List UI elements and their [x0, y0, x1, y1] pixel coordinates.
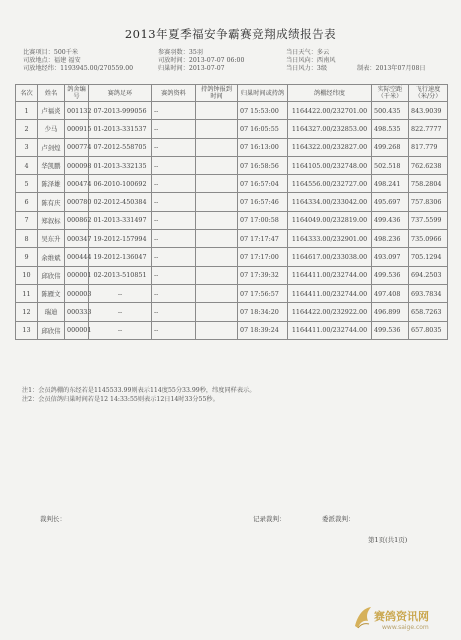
- table-cell: 1164049.00/232819.00: [288, 211, 372, 229]
- table-cell: 郑叙标: [38, 211, 65, 229]
- table-cell: --: [152, 138, 196, 156]
- table-cell: 07 17:56:57: [238, 284, 288, 302]
- judge-signature-label: 裁判长：: [40, 515, 66, 523]
- note-2: 注2：会员信鸽归巢时间若是12 14:33:55则表示12日14时33分55秒。: [22, 395, 219, 403]
- table-cell: 陈泽雄: [38, 175, 65, 193]
- table-body: [16, 102, 448, 340]
- table-cell: 502.518: [372, 156, 409, 174]
- table-cell: 498.236: [372, 230, 409, 248]
- table-cell: 1164422.00/232701.00: [288, 102, 372, 120]
- entries-count: 参赛羽数：35羽: [158, 49, 203, 56]
- table-cell: 8: [16, 230, 38, 248]
- table-cell: 07 15:53:00: [238, 102, 288, 120]
- race-info-block: [23, 47, 443, 77]
- table-cell: 000347: [65, 230, 89, 248]
- table-cell: 000780: [65, 193, 89, 211]
- table-row: [16, 321, 448, 339]
- report-title: 2013年夏季福安争霸赛竞翔成绩报告表: [124, 27, 337, 41]
- table-cell: 000862: [65, 211, 89, 229]
- table-cell: --: [152, 284, 196, 302]
- table-cell: 06-2010-100692: [89, 175, 152, 193]
- table-cell: 陈有庆: [38, 193, 65, 211]
- table-cell: 000098: [65, 156, 89, 174]
- table-cell: 817.779: [409, 138, 448, 156]
- table-cell: 少马: [38, 120, 65, 138]
- table-cell: 07 17:17:00: [238, 248, 288, 266]
- race-distance: 比赛项目：500千米: [23, 49, 79, 56]
- table-cell: 758.2804: [409, 175, 448, 193]
- table-cell: 1164333.00/232901.00: [288, 230, 372, 248]
- table-cell: 658.7263: [409, 303, 448, 321]
- table-cell: 2: [16, 120, 38, 138]
- table-cell: 07-2013-999056: [89, 102, 152, 120]
- table-row: [16, 303, 448, 321]
- table-cell: 000001: [65, 266, 89, 284]
- table-cell: 694.2503: [409, 266, 448, 284]
- table-row: [16, 284, 448, 302]
- table-cell: [196, 193, 238, 211]
- table-row: [16, 248, 448, 266]
- table-cell: 07 16:13:00: [238, 138, 288, 156]
- table-cell: 01-2013-332135: [89, 156, 152, 174]
- table-cell: 1164556.00/232727.00: [288, 175, 372, 193]
- table-cell: --: [152, 193, 196, 211]
- table-row: [16, 138, 448, 156]
- table-cell: 000915: [65, 120, 89, 138]
- table-cell: 07 17:39:32: [238, 266, 288, 284]
- page-number: 第1页(共1页): [368, 536, 408, 544]
- table-cell: 499.268: [372, 138, 409, 156]
- table-cell: 499.436: [372, 211, 409, 229]
- table-row: [16, 102, 448, 120]
- notes: [22, 387, 255, 404]
- table-cell: 843.9039: [409, 102, 448, 120]
- table-cell: 邱欣伟: [38, 266, 65, 284]
- table-cell: 07 17:00:58: [238, 211, 288, 229]
- table-cell: 余维斌: [38, 248, 65, 266]
- table-cell: [196, 120, 238, 138]
- table-cell: 3: [16, 138, 38, 156]
- table-cell: 01-2013-331497: [89, 211, 152, 229]
- table-cell: 1164411.00/232744.00: [288, 321, 372, 339]
- column-header: 赛鸽足环: [89, 85, 152, 102]
- table-cell: 吴东升: [38, 230, 65, 248]
- column-header: 赛鸽资料: [152, 85, 196, 102]
- table-cell: 757.8306: [409, 193, 448, 211]
- column-header: 飞行速度（米/分）: [409, 85, 448, 102]
- table-cell: 657.8035: [409, 321, 448, 339]
- table-cell: 499.536: [372, 321, 409, 339]
- table-cell: [196, 230, 238, 248]
- table-cell: 493.097: [372, 248, 409, 266]
- column-header: 归巢时间或持鸽: [238, 85, 288, 102]
- table-cell: 6: [16, 193, 38, 211]
- table-cell: 07 18:34:20: [238, 303, 288, 321]
- table-cell: [196, 138, 238, 156]
- table-row: [16, 156, 448, 174]
- table-cell: --: [152, 120, 196, 138]
- return-time: 归巢时间：2013-07-07: [158, 65, 225, 72]
- note-1: 注1：会员鸽棚的东经若是1145533.99则表示114度55分33.99秒，纬度同样表示。: [22, 387, 256, 394]
- table-cell: 12: [16, 303, 38, 321]
- table-cell: 000001: [65, 321, 89, 339]
- column-header: 姓名: [38, 85, 65, 102]
- table-cell: 卢福炎: [38, 102, 65, 120]
- table-cell: 1: [16, 102, 38, 120]
- pigeon-icon: [352, 604, 374, 632]
- table-cell: 705.1294: [409, 248, 448, 266]
- table-row: [16, 193, 448, 211]
- table-cell: 5: [16, 175, 38, 193]
- table-cell: 02-2012-450384: [89, 193, 152, 211]
- table-cell: [196, 303, 238, 321]
- table-cell: 07-2012-558705: [89, 138, 152, 156]
- table-cell: --: [152, 321, 196, 339]
- table-cell: 01-2013-331537: [89, 120, 152, 138]
- table-cell: --: [152, 248, 196, 266]
- table-cell: --: [89, 284, 152, 302]
- table-cell: 13: [16, 321, 38, 339]
- table-cell: --: [152, 156, 196, 174]
- table-cell: 07 16:57:04: [238, 175, 288, 193]
- table-cell: --: [152, 303, 196, 321]
- table-cell: 000003: [65, 284, 89, 302]
- table-cell: [196, 321, 238, 339]
- table-cell: --: [152, 266, 196, 284]
- table-cell: 000333: [65, 303, 89, 321]
- table-row: [16, 175, 448, 193]
- made-date: 制表：2013年07月08日: [357, 65, 426, 72]
- table-cell: 11: [16, 284, 38, 302]
- table-cell: 邱欣伟: [38, 321, 65, 339]
- table-cell: 000774: [65, 138, 89, 156]
- table-cell: 000474: [65, 175, 89, 193]
- table-cell: --: [152, 211, 196, 229]
- table-cell: 07 16:57:46: [238, 193, 288, 211]
- table-cell: 1164617.00/233038.00: [288, 248, 372, 266]
- table-cell: 496.899: [372, 303, 409, 321]
- table-cell: 7: [16, 211, 38, 229]
- table-cell: 19-2012-136047: [89, 248, 152, 266]
- table-cell: 07 18:39:24: [238, 321, 288, 339]
- table-cell: --: [152, 175, 196, 193]
- table-row: [16, 120, 448, 138]
- watermark-logo: [352, 602, 457, 636]
- table-cell: 1164322.00/232827.00: [288, 138, 372, 156]
- table-cell: [196, 248, 238, 266]
- table-cell: [196, 284, 238, 302]
- table-cell: 762.6238: [409, 156, 448, 174]
- results-table: [15, 84, 448, 340]
- table-cell: 1164411.00/232744.00: [288, 266, 372, 284]
- table-cell: 1164411.00/232744.00: [288, 284, 372, 302]
- table-cell: [196, 266, 238, 284]
- table-cell: 瑞迪: [38, 303, 65, 321]
- table-cell: [196, 175, 238, 193]
- table-cell: [196, 102, 238, 120]
- table-cell: 693.7834: [409, 284, 448, 302]
- table-cell: 4: [16, 156, 38, 174]
- table-row: [16, 230, 448, 248]
- table-cell: 1164422.00/232922.00: [288, 303, 372, 321]
- release-location: 司放地点：福建 福安: [23, 57, 81, 64]
- release-time: 司放时间：2013-07-07 06:00: [158, 57, 245, 64]
- column-header: 鸽棚经纬度: [288, 85, 372, 102]
- table-cell: 9: [16, 248, 38, 266]
- table-cell: [196, 156, 238, 174]
- table-cell: --: [89, 303, 152, 321]
- table-cell: 499.536: [372, 266, 409, 284]
- table-row: [16, 266, 448, 284]
- table-cell: 495.697: [372, 193, 409, 211]
- delegate-signature-label: 委派裁判：: [322, 515, 355, 523]
- table-cell: 497.408: [372, 284, 409, 302]
- table-cell: [196, 211, 238, 229]
- table-cell: 498.241: [372, 175, 409, 193]
- table-row: [16, 211, 448, 229]
- table-header-row: [16, 85, 448, 102]
- table-cell: --: [89, 321, 152, 339]
- table-cell: 卢剑煌: [38, 138, 65, 156]
- table-cell: 1164334.00/233042.00: [288, 193, 372, 211]
- table-cell: 陈雁文: [38, 284, 65, 302]
- watermark-name: 赛鸽资讯网: [374, 610, 429, 623]
- table-cell: 001132: [65, 102, 89, 120]
- wind-direction: 当日风向：西南风: [286, 57, 336, 64]
- table-cell: 02-2013-510851: [89, 266, 152, 284]
- release-coords: 司放地经纬：1193945.00/270559.00: [23, 65, 134, 72]
- table-cell: 000444: [65, 248, 89, 266]
- table-cell: 华凯鹏: [38, 156, 65, 174]
- table-cell: 10: [16, 266, 38, 284]
- table-cell: 07 16:05:55: [238, 120, 288, 138]
- column-header: 实际空距（千米）: [372, 85, 409, 102]
- column-header: 鸽舍编号: [65, 85, 89, 102]
- table-cell: 737.5599: [409, 211, 448, 229]
- table-cell: --: [152, 102, 196, 120]
- table-cell: 07 17:17:47: [238, 230, 288, 248]
- table-cell: 19-2012-157994: [89, 230, 152, 248]
- table-cell: 1164327.00/232853.00: [288, 120, 372, 138]
- table-cell: 735.0966: [409, 230, 448, 248]
- table-cell: 822.7777: [409, 120, 448, 138]
- weather: 当日天气：多云: [286, 49, 330, 56]
- recorder-signature-label: 记录裁判：: [253, 515, 286, 523]
- wind-force: 当日风力：3级: [286, 65, 328, 72]
- table-cell: 1164105.00/232748.00: [288, 156, 372, 174]
- table-cell: 498.535: [372, 120, 409, 138]
- column-header: 名次: [16, 85, 38, 102]
- table-cell: 500.435: [372, 102, 409, 120]
- table-cell: 07 16:58:56: [238, 156, 288, 174]
- table-cell: --: [152, 230, 196, 248]
- column-header: 持鸽钟报到时间: [196, 85, 238, 102]
- watermark-url: www.saige.com: [382, 624, 429, 631]
